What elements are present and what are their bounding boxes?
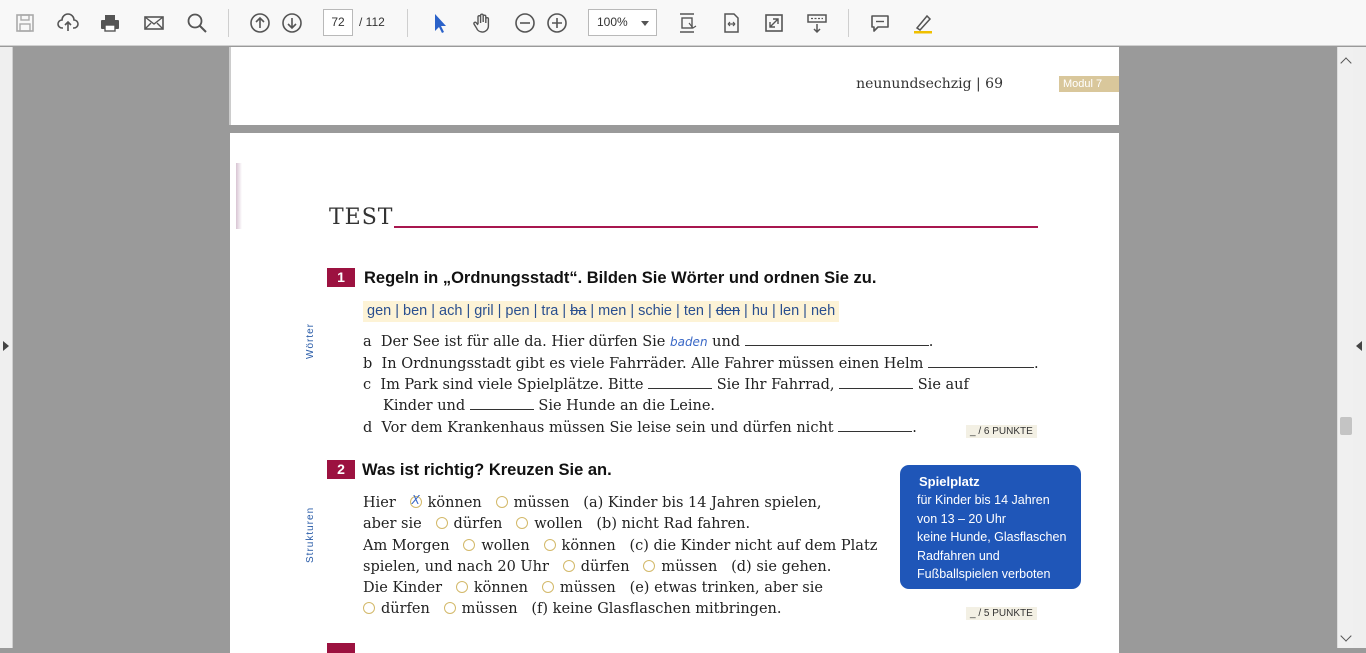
scroll-up-icon[interactable] [1340,57,1351,68]
modul-badge: Modul 7 [1059,76,1119,92]
cloud-upload-icon[interactable] [53,8,83,38]
points-label: _ / 6 PUNKTE [966,425,1037,438]
zoom-select[interactable] [588,9,657,36]
title-divider [394,226,1038,228]
item-text: (a) Kinder bis 14 Jahren spielen, [583,495,822,511]
option-text: müssen [661,559,718,575]
checkbox[interactable] [444,602,456,614]
choice-line [363,559,831,575]
option-text: müssen [559,580,616,596]
answer-blank[interactable] [928,356,1034,368]
choice-line [363,538,877,554]
search-icon[interactable] [182,8,212,38]
item-label: a [363,334,372,350]
checkbox[interactable] [542,581,554,593]
zoom-in-icon[interactable] [542,8,572,38]
answer-blank[interactable] [745,334,929,346]
exercise-number: 1 [327,268,355,287]
item-text: Am Morgen [363,538,450,554]
next-page-icon[interactable] [277,8,307,38]
sign-line: keine Hunde, Glasflaschen [917,530,1067,545]
question-b: b In Ordnungsstadt gibt es viele Fahrräder. Alle Fahrer müssen einen Helm . [363,356,1039,372]
item-text: Vor dem Krankenhaus müssen Sie leise sein und dürfen nicht [381,420,834,436]
syllables: gen | ben | ach | gril | pen | tra | [367,303,571,319]
item-text: Sie Hunde an die Leine. [538,398,716,414]
page-total: / 112 [359,15,385,29]
item-text: In Ordnungsstadt gibt es viele Fahrräder. Alle Fahrer müssen einen Helm [381,356,924,372]
option-text: dürfen [580,559,630,575]
syllables: | men | schie | ten | [586,303,716,319]
checkbox[interactable] [496,496,508,508]
item-text: (b) nicht Rad fahren. [596,516,751,532]
syllable-crossed: ba [570,303,587,319]
question-c-cont [383,398,715,414]
test-title: TEST [329,205,394,230]
option-text: dürfen [453,516,503,532]
syllable-box [363,301,839,322]
option-text: können [561,538,616,554]
zoom-out-icon[interactable] [510,8,540,38]
choice-line [363,516,750,532]
select-cursor-icon[interactable] [424,8,454,38]
choice-line [363,580,823,596]
option-text: dürfen [381,601,430,617]
sign-line: von 13 – 20 Uhr [917,511,1006,526]
checkbox[interactable] [456,581,468,593]
pdf-page-current [230,133,1119,653]
hand-tool-icon[interactable] [467,8,497,38]
item-text: (c) die Kinder nicht auf dem Platz [629,538,878,554]
answer-blank[interactable] [838,420,912,432]
playground-sign [900,465,1081,589]
option-text: müssen [513,495,570,511]
item-text: Sie auf [917,377,969,393]
scroll-down-icon[interactable] [1340,630,1351,641]
item-text: spielen, und nach 20 Uhr [363,559,549,575]
checkbox[interactable] [563,560,575,572]
item-text: (d) sie gehen. [731,559,832,575]
fit-page-icon[interactable] [672,8,702,38]
vertical-scrollbar[interactable] [1337,47,1353,648]
expand-right-icon [3,341,9,351]
toolbar [0,0,1366,46]
answer-blank[interactable] [470,398,534,410]
previous-page-icon[interactable] [245,8,275,38]
option-text: wollen [481,538,530,554]
option-text: können [427,495,482,511]
save-icon[interactable] [10,8,40,38]
sign-line: Radfahren und [917,548,1000,563]
item-text: Der See ist für alle da. Hier dürfen Sie [380,334,666,350]
option-text: wollen [534,516,583,532]
page-number-input[interactable]: 72 [323,9,353,36]
item-label: c [363,377,372,393]
item-text: Im Park sind viele Spielplätze. Bitte [380,377,644,393]
checkbox[interactable] [643,560,655,572]
item-label: b [363,356,373,372]
item-text: aber sie [363,516,422,532]
sign-line: für Kinder bis 14 Jahren [917,493,1050,508]
email-icon[interactable] [139,8,169,38]
option-text: müssen [461,601,518,617]
exercise-heading: Regeln in „Ordnungsstadt“. Bilden Sie Wörter und ordnen Sie zu. [364,269,877,287]
scroll-mode-icon[interactable] [802,8,832,38]
checkbox[interactable] [363,602,375,614]
sign-line: Fußballspielen verboten [917,567,1051,582]
answer-blank[interactable] [839,377,913,389]
fullscreen-icon[interactable] [759,8,789,38]
checkbox[interactable] [436,517,448,529]
checkbox-checked[interactable] [410,496,422,508]
exercise-number: 2 [327,460,355,479]
zoom-value: 100% [597,15,628,29]
answer-blank[interactable] [648,377,712,389]
checkbox[interactable] [516,517,528,529]
points-label: _ / 5 PUNKTE [966,607,1037,620]
expand-left-icon [1356,341,1362,351]
print-icon[interactable] [95,8,125,38]
sign-title: Spielplatz [919,474,980,489]
handwritten-answer: baden [669,335,708,349]
item-text: (e) etwas trinken, aber sie [629,580,823,596]
question-c [363,377,969,393]
syllable-crossed: den [715,303,741,319]
question-d: d Vor dem Krankenhaus müssen Sie leise sein und dürfen nicht . [363,420,917,436]
item-text: Die Kinder [363,580,443,596]
question-a: a Der See ist für alle da. Hier dürfen Sie baden und . [363,334,934,350]
right-panel-toggle[interactable] [1353,47,1366,648]
item-text: Kinder und [383,398,466,414]
exercise-heading: Was ist richtig? Kreuzen Sie an. [362,461,612,479]
item-label: d [363,420,373,436]
item-text: (f) keine Glasflaschen mitbringen. [531,601,782,617]
item-text: Sie Ihr Fahrrad, [716,377,835,393]
syllables: | hu | len | neh [740,303,836,319]
highlight-icon[interactable] [908,8,938,38]
side-label: Strukturen [305,506,316,563]
left-panel-toggle[interactable] [0,47,13,648]
checkbox[interactable] [544,539,556,551]
comment-icon[interactable] [865,8,895,38]
fit-width-icon[interactable] [716,8,746,38]
option-text: können [473,580,529,596]
choice-line [363,495,821,511]
checkbox[interactable] [463,539,475,551]
item-text: Hier [363,495,396,511]
item-text: und [712,334,741,350]
page-header: neunundsechzig | 69 [856,76,1003,92]
next-exercise-number [327,643,355,653]
choice-line [363,601,781,617]
pdf-page-previous [229,47,1119,125]
chevron-down-icon [641,21,649,26]
side-label: Wörter [305,323,316,359]
scroll-thumb[interactable] [1340,417,1352,435]
